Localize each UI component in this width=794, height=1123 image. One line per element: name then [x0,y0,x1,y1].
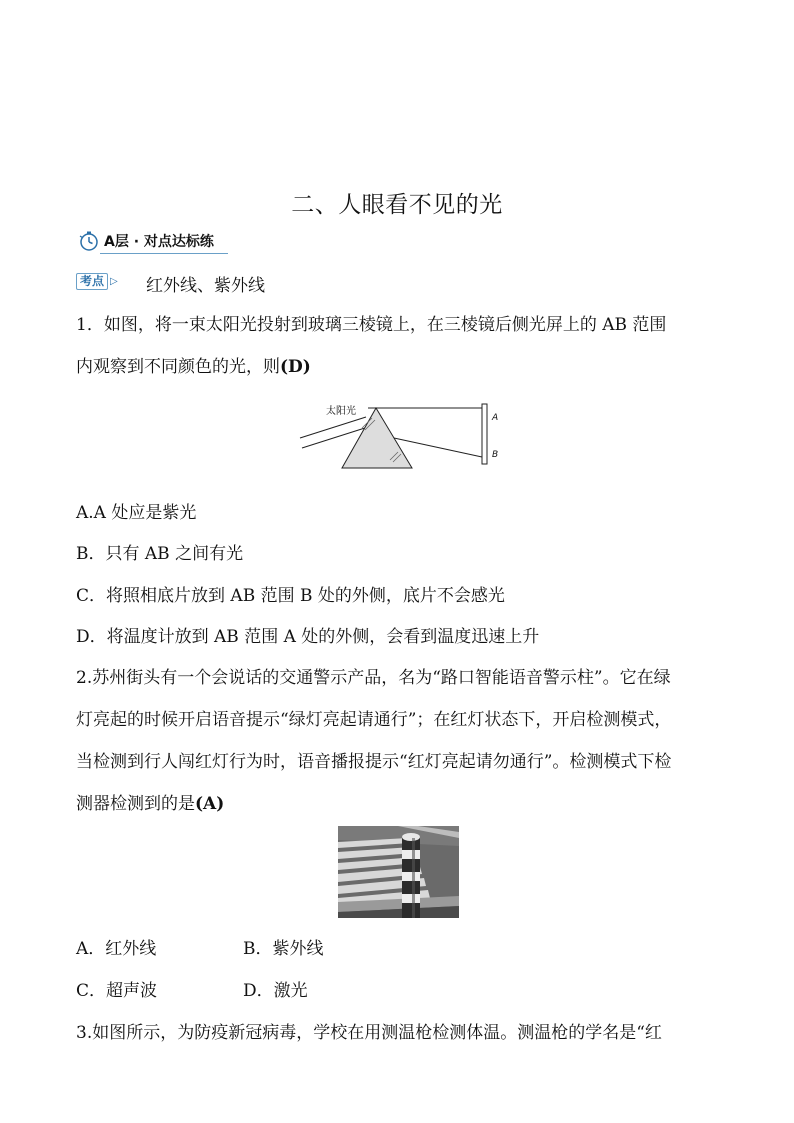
section-underline [100,253,228,254]
q2-option-a: A．红外线 [76,939,157,959]
arrow-right-icon: ▷ [110,276,118,287]
q1-option-c: C．将照相底片放到 AB 范围 B 处的外侧，底片不会感光 [76,586,505,606]
q1-line1: 1．如图，将一束太阳光投射到玻璃三棱镜上，在三棱镜后侧光屏上的 AB 范围 [76,315,667,335]
page-title: 二、人眼看不见的光 [291,192,503,218]
warning-post-photo [338,826,459,918]
q2-option-b: B．紫外线 [243,939,324,959]
q1-option-b: B．只有 AB 之间有光 [76,544,244,564]
q1-option-a: A.A 处应是紫光 [76,503,197,523]
sunlight-ray-upper [300,417,366,438]
q1-answer: (D) [280,357,311,377]
sun-label: 太阳光 [326,406,356,417]
q2-line1: 2.苏州街头有一个会说话的交通警示产品，名为“路口智能语音警示柱”。它在绿 [76,668,671,688]
q3-line1: 3.如图所示，为防疫新冠病毒，学校在用测温枪检测体温。测温枪的学名是“红 [76,1023,662,1043]
prism-figure [298,400,508,475]
section-label: A层 · 对点达标练 [104,234,214,250]
q2-option-c: C．超声波 [76,981,158,1001]
warning-post [402,833,420,918]
stopwatch-icon [78,230,100,252]
q2-line4-wrap [76,794,224,814]
q2-line3: 当检测到行人闯红灯行为时，语音播报提示“红灯亮起请勿通行”。检测模式下检 [76,752,672,772]
point-b-label: B [492,450,499,460]
q1-option-d: D．将温度计放到 AB 范围 A 处的外侧，会看到温度迅速上升 [76,627,540,647]
q2-line4: 测器检测到的是 [76,794,195,814]
refracted-ray-lower [394,438,482,457]
topic-tag-label: 考点 [76,273,108,290]
q1-line2-wrap [76,357,311,377]
q1-line2: 内观察到不同颜色的光，则 [76,357,280,377]
topic-title: 红外线、紫外线 [146,276,265,296]
prism [342,408,412,468]
q2-option-d: D．激光 [243,981,308,1001]
topic-tag [76,273,118,290]
q2-line2: 灯亮起的时候开启语音提示“绿灯亮起请通行”；在红灯状态下，开启检测模式， [76,710,672,730]
point-a-label: A [492,413,499,423]
light-screen [482,404,487,464]
section-header [78,229,214,253]
q2-answer: (A) [195,794,225,814]
